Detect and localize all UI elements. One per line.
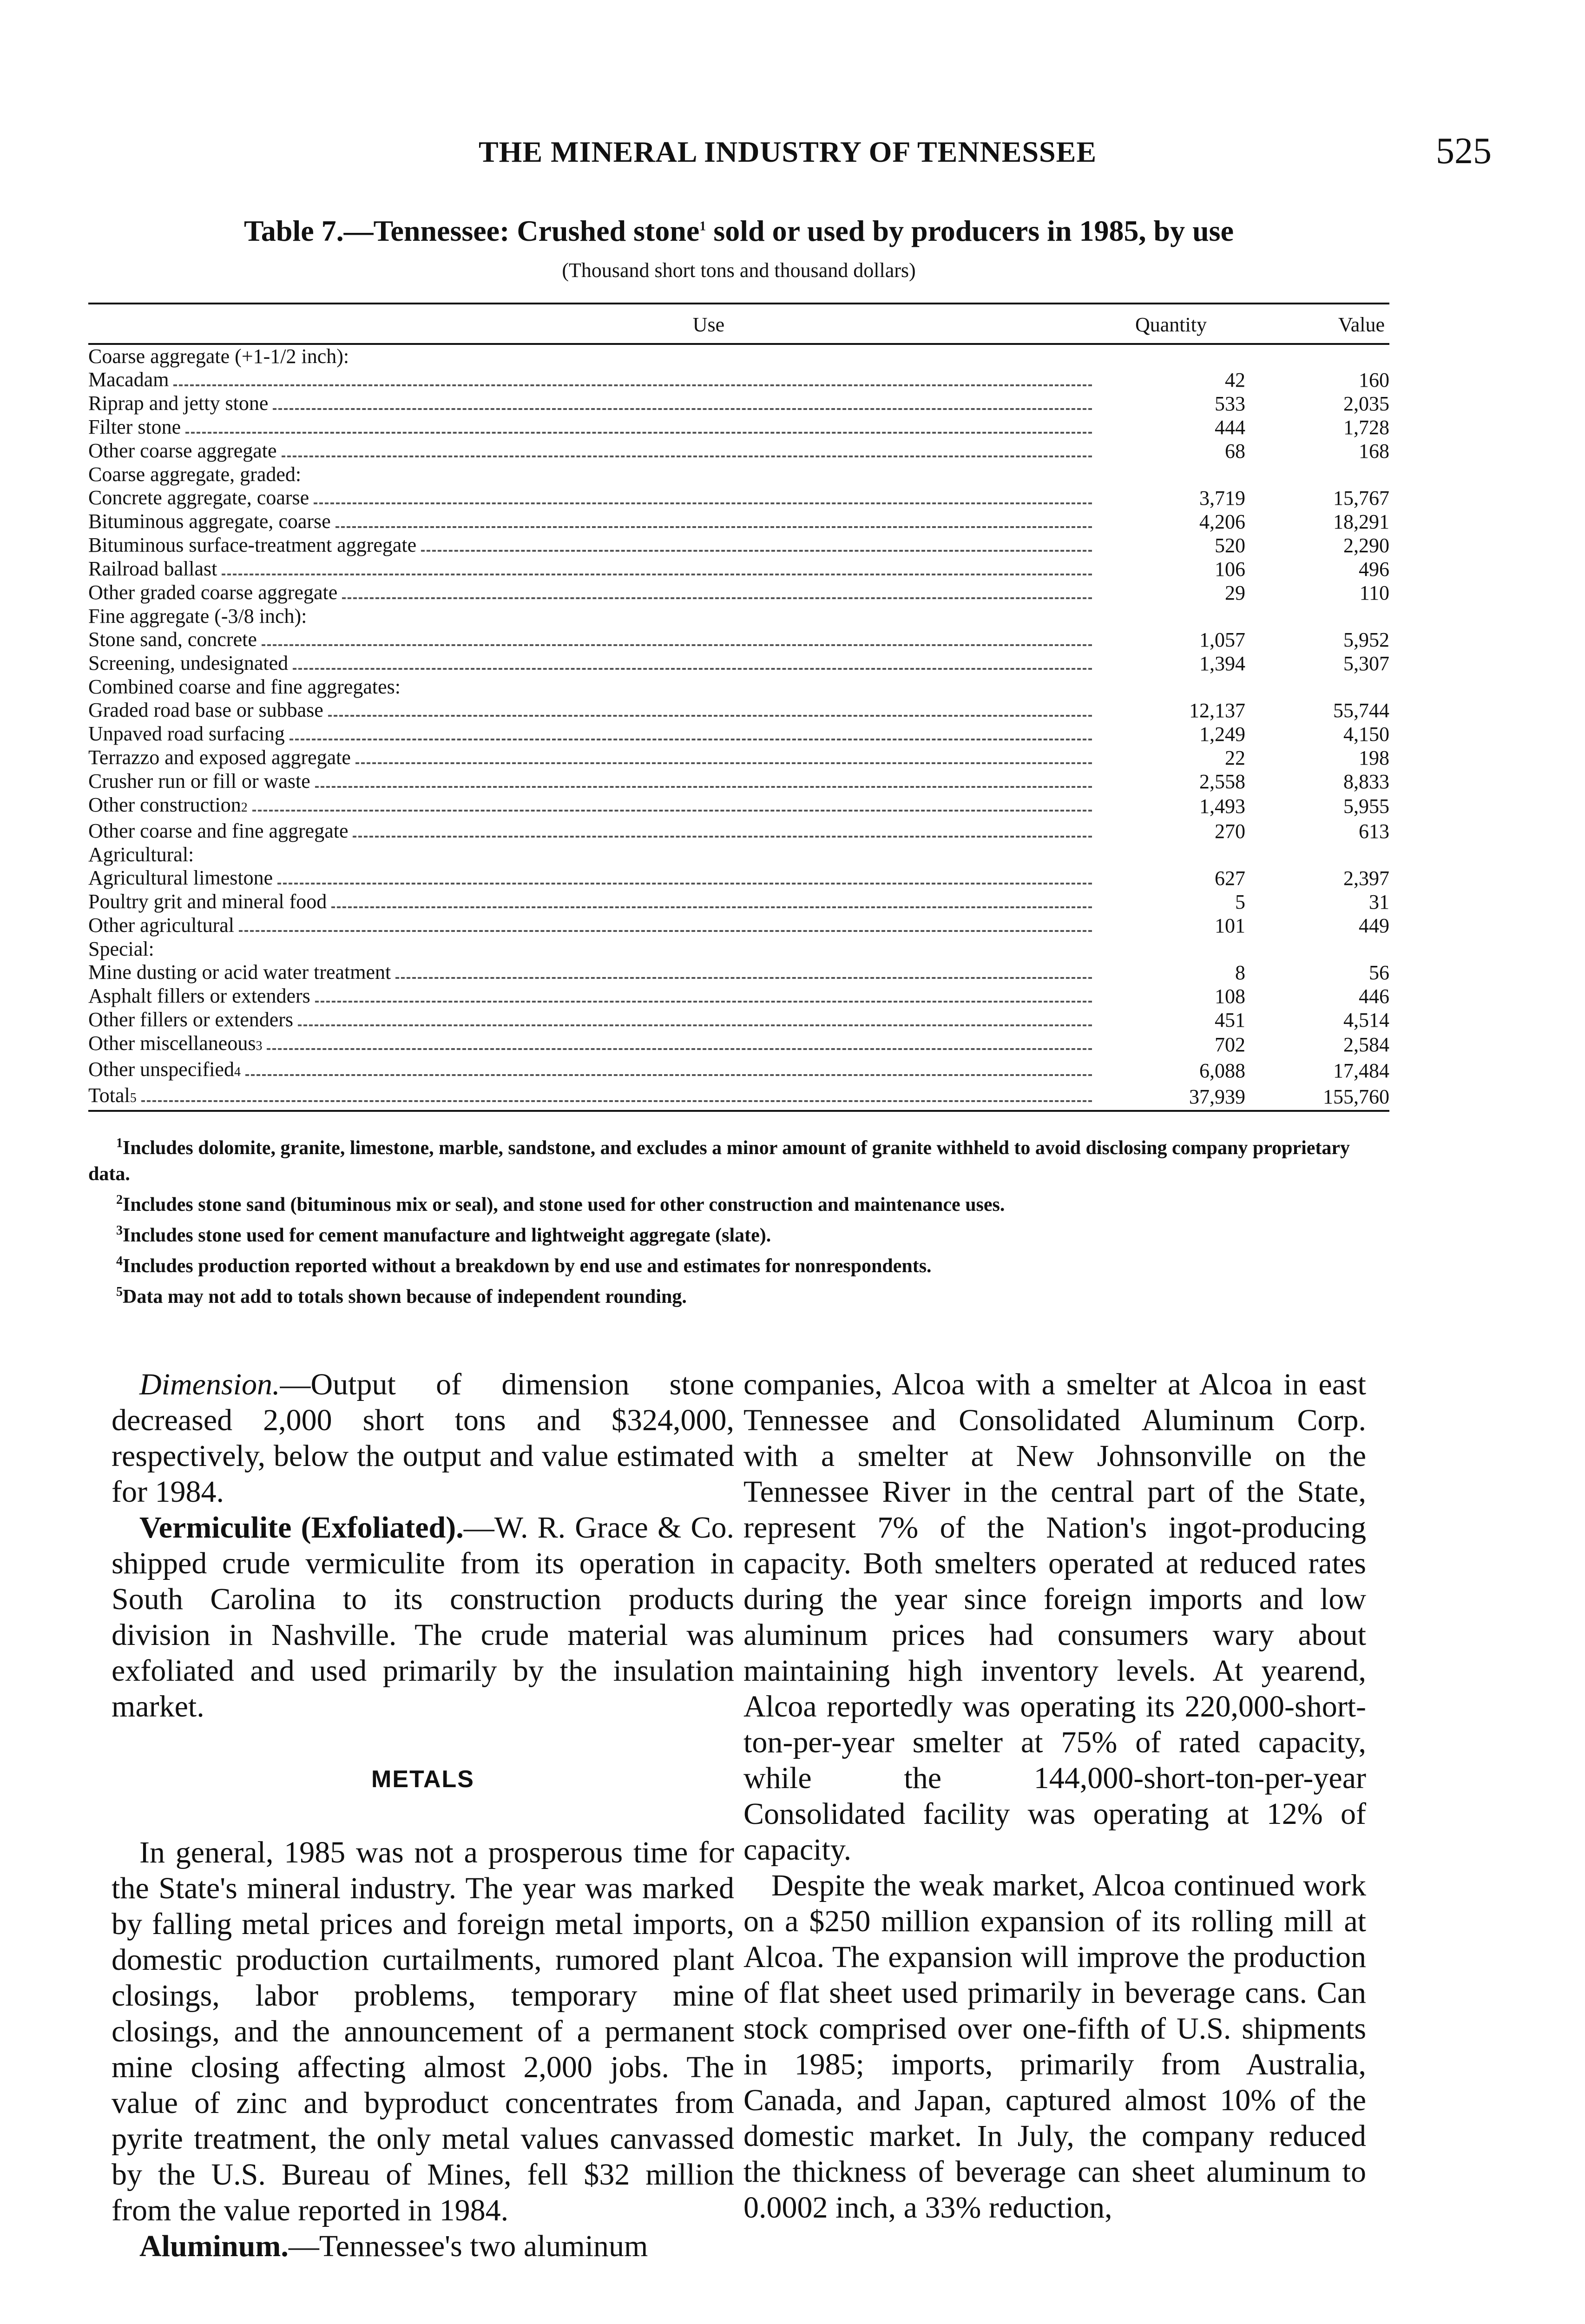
table-row xyxy=(88,581,1389,605)
footnote-text: Includes dolomite, granite, limestone, marble, sandstone, and excludes a minor amount of granite withheld to avoid disclosing company proprietary data. xyxy=(88,1137,1350,1185)
use-label: Other graded coarse aggregate xyxy=(88,581,338,604)
quantity-cell: 520 xyxy=(1215,534,1245,557)
use-cell xyxy=(88,866,1097,890)
table-title-footnote-mark: 1 xyxy=(699,219,706,234)
column-header-value: Value xyxy=(1245,304,1389,344)
table-row xyxy=(88,1058,1389,1084)
total-label: Total xyxy=(88,1084,130,1107)
use-label: Concrete aggregate, coarse xyxy=(88,486,309,509)
footnote xyxy=(88,1279,1389,1310)
leader-line xyxy=(355,762,1092,764)
table-row xyxy=(88,819,1389,843)
table-row xyxy=(88,557,1389,581)
use-label: Unpaved road surfacing xyxy=(88,722,285,745)
quantity-cell: 29 xyxy=(1225,581,1245,604)
table-row xyxy=(88,510,1389,534)
use-label: Graded road base or subbase xyxy=(88,699,323,721)
use-label: Other miscellaneous xyxy=(88,1032,256,1055)
table-body xyxy=(88,344,1389,1111)
value-cell: 110 xyxy=(1359,581,1389,604)
run-in-heading-aluminum: Aluminum. xyxy=(139,2229,289,2263)
leader-line xyxy=(331,906,1092,908)
value-cell: 613 xyxy=(1359,819,1389,843)
table-row xyxy=(88,793,1389,819)
running-title: THE MINERAL INDUSTRY OF TENNESSEE xyxy=(478,135,1097,168)
table-total-row xyxy=(88,1084,1389,1111)
footnote xyxy=(88,1130,1389,1187)
quantity-cell: 22 xyxy=(1225,746,1245,769)
quantity-cell: 1,493 xyxy=(1199,795,1245,818)
category-label: Fine aggregate (-3/8 inch): xyxy=(88,605,307,627)
leader-line xyxy=(141,1100,1092,1102)
leader-line xyxy=(267,1048,1092,1050)
quantity-cell: 5 xyxy=(1235,890,1245,913)
quantity-cell: 12,137 xyxy=(1189,699,1245,722)
quantity-cell: 2,558 xyxy=(1199,770,1245,793)
use-label: Screening, undesignated xyxy=(88,652,289,674)
paragraph-aluminum xyxy=(112,2228,734,2264)
category-label: Agricultural: xyxy=(88,843,194,866)
leader-line xyxy=(298,1024,1092,1026)
leader-line xyxy=(293,668,1092,670)
leader-line xyxy=(328,715,1092,717)
value-cell: 449 xyxy=(1359,914,1389,937)
footnote-text: Includes production reported without a breakdown by end use and estimates for nonrespondents. xyxy=(123,1255,932,1277)
footnote xyxy=(88,1218,1389,1248)
table-title-rest: sold or used by producers in 1985, by use xyxy=(706,214,1234,247)
value-cell: 17,484 xyxy=(1333,1059,1389,1082)
use-cell xyxy=(88,628,1097,652)
use-label: Agricultural limestone xyxy=(88,866,273,889)
value-cell: 1,728 xyxy=(1343,416,1389,439)
use-label: Stone sand, concrete xyxy=(88,628,257,651)
table-row xyxy=(88,699,1389,722)
value-cell: 168 xyxy=(1359,439,1389,462)
quantity-cell: 6,088 xyxy=(1199,1059,1245,1082)
table-footnotes xyxy=(88,1130,1389,1310)
quantity-cell: 270 xyxy=(1215,819,1245,843)
use-label: Poultry grit and mineral food xyxy=(88,890,327,913)
use-label: Mine dusting or acid water treatment xyxy=(88,961,391,984)
category-label: Coarse aggregate (+1-1/2 inch): xyxy=(88,345,349,368)
quantity-cell: 451 xyxy=(1215,1008,1245,1031)
leader-line xyxy=(273,408,1092,410)
leader-line xyxy=(185,432,1092,434)
value-cell: 55,744 xyxy=(1333,699,1389,722)
footnote-text: Includes stone sand (bituminous mix or seal), and stone used for other construction and maintenance uses. xyxy=(123,1194,1005,1215)
leader-line xyxy=(335,526,1092,528)
paragraph-vermiculite xyxy=(112,1510,734,1724)
leader-line xyxy=(239,930,1092,932)
table-row xyxy=(88,866,1389,890)
use-cell xyxy=(88,1032,1097,1058)
use-cell xyxy=(88,914,1097,938)
leader-line xyxy=(262,644,1092,646)
value-cell: 8,833 xyxy=(1343,770,1389,793)
value-cell: 446 xyxy=(1359,984,1389,1008)
quantity-cell: 101 xyxy=(1215,914,1245,937)
table-category-row xyxy=(88,463,1389,486)
value-cell: 18,291 xyxy=(1333,510,1389,533)
footnote-number: 1 xyxy=(116,1136,123,1150)
value-cell: 15,767 xyxy=(1333,486,1389,509)
quantity-cell: 68 xyxy=(1225,439,1245,462)
table-row xyxy=(88,914,1389,938)
use-cell xyxy=(88,746,1097,770)
use-cell xyxy=(88,534,1097,557)
value-cell: 5,307 xyxy=(1343,652,1389,675)
value-cell: 2,290 xyxy=(1343,534,1389,557)
quantity-cell: 1,394 xyxy=(1199,652,1245,675)
value-cell: 2,035 xyxy=(1343,392,1389,415)
leader-line xyxy=(222,574,1092,575)
use-label: Other coarse aggregate xyxy=(88,439,277,462)
footnote-number: 2 xyxy=(116,1193,123,1207)
use-cell xyxy=(88,984,1097,1008)
footnote-number: 4 xyxy=(116,1254,123,1268)
category-label: Coarse aggregate, graded: xyxy=(88,463,302,486)
total-value: 155,760 xyxy=(1245,1084,1389,1111)
paragraph-dimension xyxy=(112,1367,734,1510)
use-cell xyxy=(88,652,1097,675)
table-row xyxy=(88,486,1389,510)
use-label: Crusher run or fill or waste xyxy=(88,770,310,792)
use-cell xyxy=(88,1058,1097,1084)
quantity-cell: 1,057 xyxy=(1199,628,1245,651)
use-cell xyxy=(88,557,1097,581)
quantity-cell: 42 xyxy=(1225,368,1245,391)
run-in-heading-dimension: Dimension. xyxy=(139,1367,280,1401)
table-category-row xyxy=(88,605,1389,628)
table-category-row xyxy=(88,843,1389,866)
table-category-row xyxy=(88,938,1389,961)
paragraph-aluminum-text: —Tennessee's two aluminum xyxy=(288,2229,648,2263)
use-cell xyxy=(88,486,1097,510)
use-cell xyxy=(88,510,1097,534)
table-title-text: Table 7.—Tennessee: Crushed stone xyxy=(244,214,700,247)
table-title xyxy=(88,214,1389,248)
column-header-use: Use xyxy=(88,304,1097,344)
value-cell: 5,955 xyxy=(1343,795,1389,818)
total-quantity: 37,939 xyxy=(1097,1084,1245,1111)
leader-line xyxy=(342,597,1092,599)
paragraph-dimension-text: —Output of dimension stone decreased 2,000 short tons and $324,000, respectively, below the output and value estimated for 1984. xyxy=(112,1367,734,1509)
table-row xyxy=(88,984,1389,1008)
value-cell: 5,952 xyxy=(1343,628,1389,651)
table-row xyxy=(88,890,1389,914)
use-cell xyxy=(88,392,1097,416)
table-row xyxy=(88,1008,1389,1032)
right-column xyxy=(743,1367,1366,2225)
table-row xyxy=(88,770,1389,793)
page-number: 525 xyxy=(1436,131,1492,172)
quantity-cell: 4,206 xyxy=(1199,510,1245,533)
footnote-text: Includes stone used for cement manufacture and lightweight aggregate (slate). xyxy=(123,1225,771,1246)
leader-line xyxy=(252,810,1092,812)
footnote-mark: 4 xyxy=(234,1065,241,1079)
table-row xyxy=(88,961,1389,984)
use-cell xyxy=(88,722,1097,746)
category-label: Combined coarse and fine aggregates: xyxy=(88,675,401,698)
leader-line xyxy=(353,836,1092,838)
left-column xyxy=(112,1367,734,2264)
use-cell xyxy=(88,961,1097,984)
leader-line xyxy=(289,739,1092,740)
use-cell xyxy=(88,368,1097,392)
use-label: Filter stone xyxy=(88,416,181,438)
leader-line xyxy=(315,1001,1092,1003)
quantity-cell: 8 xyxy=(1235,961,1245,984)
table-category-row xyxy=(88,344,1389,368)
value-cell: 496 xyxy=(1359,557,1389,581)
use-label: Other unspecified xyxy=(88,1058,234,1081)
table-row xyxy=(88,722,1389,746)
table-row xyxy=(88,652,1389,675)
use-label: Railroad ballast xyxy=(88,557,217,580)
table-block xyxy=(88,214,1389,1310)
footnote-mark: 2 xyxy=(241,800,248,815)
use-label: Bituminous surface-treatment aggregate xyxy=(88,534,417,556)
leader-line xyxy=(315,786,1092,788)
use-label: Terrazzo and exposed aggregate xyxy=(88,746,351,769)
use-label: Other agricultural xyxy=(88,914,234,937)
table-row xyxy=(88,746,1389,770)
use-cell xyxy=(88,793,1097,819)
section-heading-metals: METALS xyxy=(371,1766,474,1793)
use-label: Macadam xyxy=(88,368,169,391)
use-cell xyxy=(88,416,1097,439)
table-row xyxy=(88,416,1389,439)
paragraph-aluminum-continued: companies, Alcoa with a smelter at Alcoa in east Tennessee and Consolidated Aluminum Corp. with a smelter at New Johnsonville on the Tennessee River in the central part of the State, represent 7% of the Nation's ingot-producing capacity. Both smelters operated at reduced rates during the year since foreign imports and low aluminum prices had consumers wary about maintaining high inventory levels. At yearend, Alcoa reportedly was operating its 220,000-short-ton-per-year smelter at 75% of rated capacity, while the 144,000-short-ton-per-year Consolidated facility was operating at 12% of capacity. xyxy=(743,1367,1366,1867)
use-label: Bituminous aggregate, coarse xyxy=(88,510,331,533)
use-cell xyxy=(88,699,1097,722)
quantity-cell: 106 xyxy=(1215,557,1245,581)
use-cell xyxy=(88,890,1097,914)
quantity-cell: 108 xyxy=(1215,984,1245,1008)
leader-line xyxy=(421,550,1092,552)
value-cell: 31 xyxy=(1369,890,1389,913)
paragraph-alcoa-expansion: Despite the weak market, Alcoa continued work on a $250 million expansion of its rolling mill at Alcoa. The expansion will improve the production of flat sheet used primarily in beverage cans. Can stock comprised over one-fifth of U.S. shipments in 1985; imports, primarily from Australia, Canada, and Japan, captured almost 10% of the domestic market. In July, the company reduced the thickness of beverage can sheet aluminum to 0.0002 inch, a 33% reduction, xyxy=(743,1868,1366,2225)
paragraph-metals: In general, 1985 was not a prosperous time for the State's mineral industry. The year was marked by falling metal prices and foreign metal imports, domestic production curtailments, rumored plant closings, labor problems, temporary mine closings, and the announcement of a permanent mine closing affecting almost 2,000 jobs. The value of zinc and byproduct concentrates from pyrite treatment, the only metal values canvassed by the U.S. Bureau of Mines, fell $32 million from the value reported in 1984. xyxy=(112,1835,734,2227)
use-label: Other construction xyxy=(88,793,241,816)
footnote-mark: 3 xyxy=(256,1039,263,1053)
quantity-cell: 444 xyxy=(1215,416,1245,439)
run-in-heading-vermiculite: Vermiculite (Exfoliated). xyxy=(139,1511,464,1545)
use-label: Other coarse and fine aggregate xyxy=(88,819,349,842)
table-row xyxy=(88,1032,1389,1058)
value-cell: 198 xyxy=(1359,746,1389,769)
table-row xyxy=(88,534,1389,557)
use-cell xyxy=(88,770,1097,793)
table-row xyxy=(88,628,1389,652)
use-cell xyxy=(88,819,1097,843)
use-cell xyxy=(88,439,1097,463)
leader-line xyxy=(314,502,1092,504)
table-category-row xyxy=(88,675,1389,699)
footnote-number: 3 xyxy=(116,1223,123,1238)
value-cell: 4,514 xyxy=(1343,1008,1389,1031)
value-cell: 160 xyxy=(1359,368,1389,391)
total-cell xyxy=(88,1084,1097,1111)
table-row xyxy=(88,392,1389,416)
column-header-quantity: Quantity xyxy=(1097,304,1245,344)
running-head xyxy=(84,130,1492,181)
quantity-cell: 3,719 xyxy=(1199,486,1245,509)
footnote-text: Data may not add to totals shown because of independent rounding. xyxy=(123,1286,687,1307)
use-label: Riprap and jetty stone xyxy=(88,392,269,415)
quantity-cell: 627 xyxy=(1215,866,1245,890)
use-label: Other fillers or extenders xyxy=(88,1008,294,1031)
footnote-number: 5 xyxy=(116,1285,123,1299)
footnote xyxy=(88,1248,1389,1279)
use-cell xyxy=(88,581,1097,605)
use-label: Asphalt fillers or extenders xyxy=(88,984,310,1007)
table-row xyxy=(88,368,1389,392)
footnote-mark: 5 xyxy=(130,1091,137,1105)
use-cell xyxy=(88,1008,1097,1032)
crushed-stone-table xyxy=(88,303,1389,1112)
leader-line xyxy=(282,456,1092,457)
table-subtitle: (Thousand short tons and thousand dollars) xyxy=(562,259,916,282)
quantity-cell: 702 xyxy=(1215,1033,1245,1056)
quantity-cell: 1,249 xyxy=(1199,722,1245,746)
table-header-row xyxy=(88,304,1389,344)
leader-line xyxy=(277,883,1092,885)
value-cell: 2,397 xyxy=(1343,866,1389,890)
value-cell: 2,584 xyxy=(1343,1033,1389,1056)
value-cell: 56 xyxy=(1369,961,1389,984)
leader-line xyxy=(173,384,1092,386)
paragraph-vermiculite-text: —W. R. Grace & Co. shipped crude vermiculite from its operation in South Carolina to its construction products division in Nashville. The crude material was exfoliated and used primarily by the insulation market. xyxy=(112,1511,734,1723)
leader-line xyxy=(395,977,1092,979)
leader-line xyxy=(245,1074,1092,1076)
table-row xyxy=(88,439,1389,463)
category-label: Special: xyxy=(88,938,154,960)
quantity-cell: 533 xyxy=(1215,392,1245,415)
footnote xyxy=(88,1187,1389,1218)
value-cell: 4,150 xyxy=(1343,722,1389,746)
